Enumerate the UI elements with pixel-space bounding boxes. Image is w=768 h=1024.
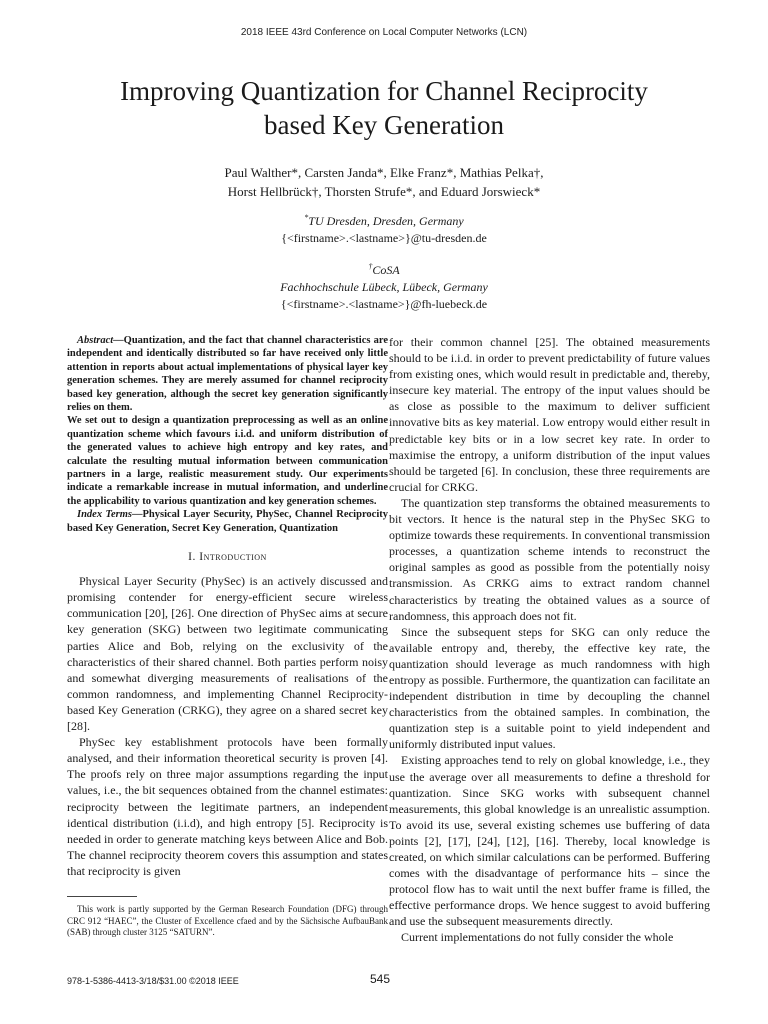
affiliation-2-marker: † — [368, 262, 373, 271]
paragraph: for their common channel [25]. The obtained measurements should to be i.i.d. in order to prevent predictability of future values from existing ones, which would result in predictable and, thereby, insecure key material. The entropy of the input values should be as close as possible to the maximum to deliver sufficient innovative bits as key material. Low entropy would either result in predictable key bits or in a low secret key rate. In order to maximise the entropy, a uniform distribution of the input values should be targeted [6]. In conclusion, these three requirements are crucial for CRKG. — [389, 335, 710, 494]
affiliation-1-name — [40, 213, 728, 230]
index-terms — [67, 508, 388, 535]
conference-header: 2018 IEEE 43rd Conference on Local Computer Networks (LCN) — [240, 27, 528, 38]
index-terms-label: Index Terms — [77, 509, 132, 521]
affiliation-2-email: {<firstname>.<lastname>}@fh-luebeck.de — [280, 297, 488, 311]
authors-line-2: Horst Hellbrück†, Thorsten Strufe*, and Eduard Jorswieck* — [227, 184, 541, 199]
left-column — [67, 334, 388, 879]
paragraph: Physical Layer Security (PhySec) is an actively discussed and promising contender for energy-efficient secure wireless communication [20], [26]. One direction of PhySec aims at secure key generation (SKG) between two legitimate communicating parties Alice and Bob, relying on the exclusivity of the characteristics of their shared channel. Both parties perform noisy and somewhat diverging measurements of realisations of the common randomness, and implementing Channel Reciprocity-based Key Generation (CRKG), they agree on a shared secret key [28]. — [67, 574, 388, 734]
paragraph: Since the subsequent steps for SKG can only reduce the available entropy and, thereby, the effective key rate, the quantization should leverage as much randomness with high entropy as possible. Furthermore, the quantization can facilitate an independent distribution in time by decoupling the channel characteristics from the obtained samples. In combination, the quantization step is a suitable point to yield independent and uniformly distributed input values. — [389, 624, 710, 752]
abstract-paragraph-1 — [67, 334, 388, 414]
affiliation-1-marker: * — [304, 213, 309, 222]
footnote-rule — [67, 896, 137, 897]
affiliation-2-name-2: Fachhochschule Lübeck, Lübeck, Germany — [280, 280, 488, 294]
page-number: 545 — [370, 972, 391, 986]
footnote: This work is partly supported by the German Research Foundation (DFG) through CRC 912 “HAEC”, the Cluster of Excellence cfaed and by the Sächsische AufbauBank (SAB) through cluster 3125 “SATURN”. — [67, 904, 388, 937]
right-column — [389, 334, 710, 946]
authors-line-1: Paul Walther*, Carsten Janda*, Elke Franz*, Mathias Pelka†, — [224, 165, 544, 180]
affiliation-2-institution: CoSA — [372, 263, 400, 277]
section-title: Introduction — [199, 551, 267, 564]
author-list — [40, 163, 728, 201]
paragraph: Existing approaches tend to rely on global knowledge, i.e., they use the average over all measurements to define a threshold for quantization. Since SKG works with subsequent channel measurements, this global knowledge is an unrealistic assumption. To avoid its use, several existing schemes use buffering of data points [2], [17], [24], [12], [16]. Thereby, local knowledge is created, on which similar calculations can be performed. Buffering comes with the disadvantage of performance hits – since the protocol flow has to wait until the next buffer frame is filled, the effective performance drops. We hence suggest to avoid buffering and use the subsequent measurements directly. — [389, 753, 710, 929]
paper-title — [40, 74, 728, 142]
right-body — [389, 334, 710, 946]
abstract-text-1: —Quantization, and the fact that channel characteristics are independent and identically distributed so far have received only little attention in reports about actual implementations of physical layer key generation schemes. They are merely assumed for channel reciprocity based key generation, although the secret key generation significantly relies on them. — [67, 335, 388, 414]
affiliation-1-email: {<firstname>.<lastname>}@tu-dresden.de — [281, 231, 487, 245]
abstract-label: Abstract — [77, 335, 114, 346]
title-line-1: Improving Quantization for Channel Reciprocity — [120, 76, 648, 106]
title-line-2: based Key Generation — [264, 110, 504, 140]
affiliation-2-name — [40, 262, 728, 279]
affiliation-1 — [40, 213, 728, 247]
section-heading — [67, 549, 388, 565]
affiliation-1-institution: TU Dresden, Dresden, Germany — [308, 214, 464, 228]
abstract — [67, 334, 388, 535]
copyright-notice: 978-1-5386-4413-3/18/$31.00 ©2018 IEEE — [67, 976, 239, 986]
abstract-paragraph-2: We set out to design a quantization preprocessing as well as an online quantization scheme which favours i.i.d. and uniform distribution of the generated values to achieve high entropy and key rates, and calculate the resulting mutual information between communication partners in a large, realistic measurement study. Our experiments indicate a remarkable increase in mutual information, and underline the applicability to various quantization and key generation schemes. — [67, 415, 388, 507]
index-terms-text: —Physical Layer Security, PhySec, Channel Reciprocity based Key Generation, Secret Key Generation, Quantization — [67, 509, 388, 534]
paragraph: Current implementations do not fully consider the whole — [401, 930, 674, 945]
left-body — [67, 573, 388, 879]
section-number: I. — [188, 551, 196, 564]
paragraph: PhySec key establishment protocols have been formally analysed, and their information theoretical security is proven [4]. The proofs rely on three major assumptions regarding the input values, i.e., the bit sequences obtained from the channel estimates: reciprocity between the legitimate partners, an independent identical distribution (i.i.d), and high entropy [5]. Reciprocity is needed in order to generate matching keys between Alice and Bob. The channel reciprocity theorem covers this assumption and states that reciprocity is given — [67, 735, 388, 878]
affiliation-2 — [40, 262, 728, 313]
paragraph: The quantization step transforms the obtained measurements to bit vectors. It hence is the natural step in the PhySec SKG to optimize towards these requirements. In conventional transmission processes, a quantization scheme intends to reconstruct the original samples as good as possible from the potentially noisy transmission. As CRKG aims to extract random channel characteristics by treating the obtained values as a source of randomness, this approach does not fit. — [389, 495, 710, 623]
